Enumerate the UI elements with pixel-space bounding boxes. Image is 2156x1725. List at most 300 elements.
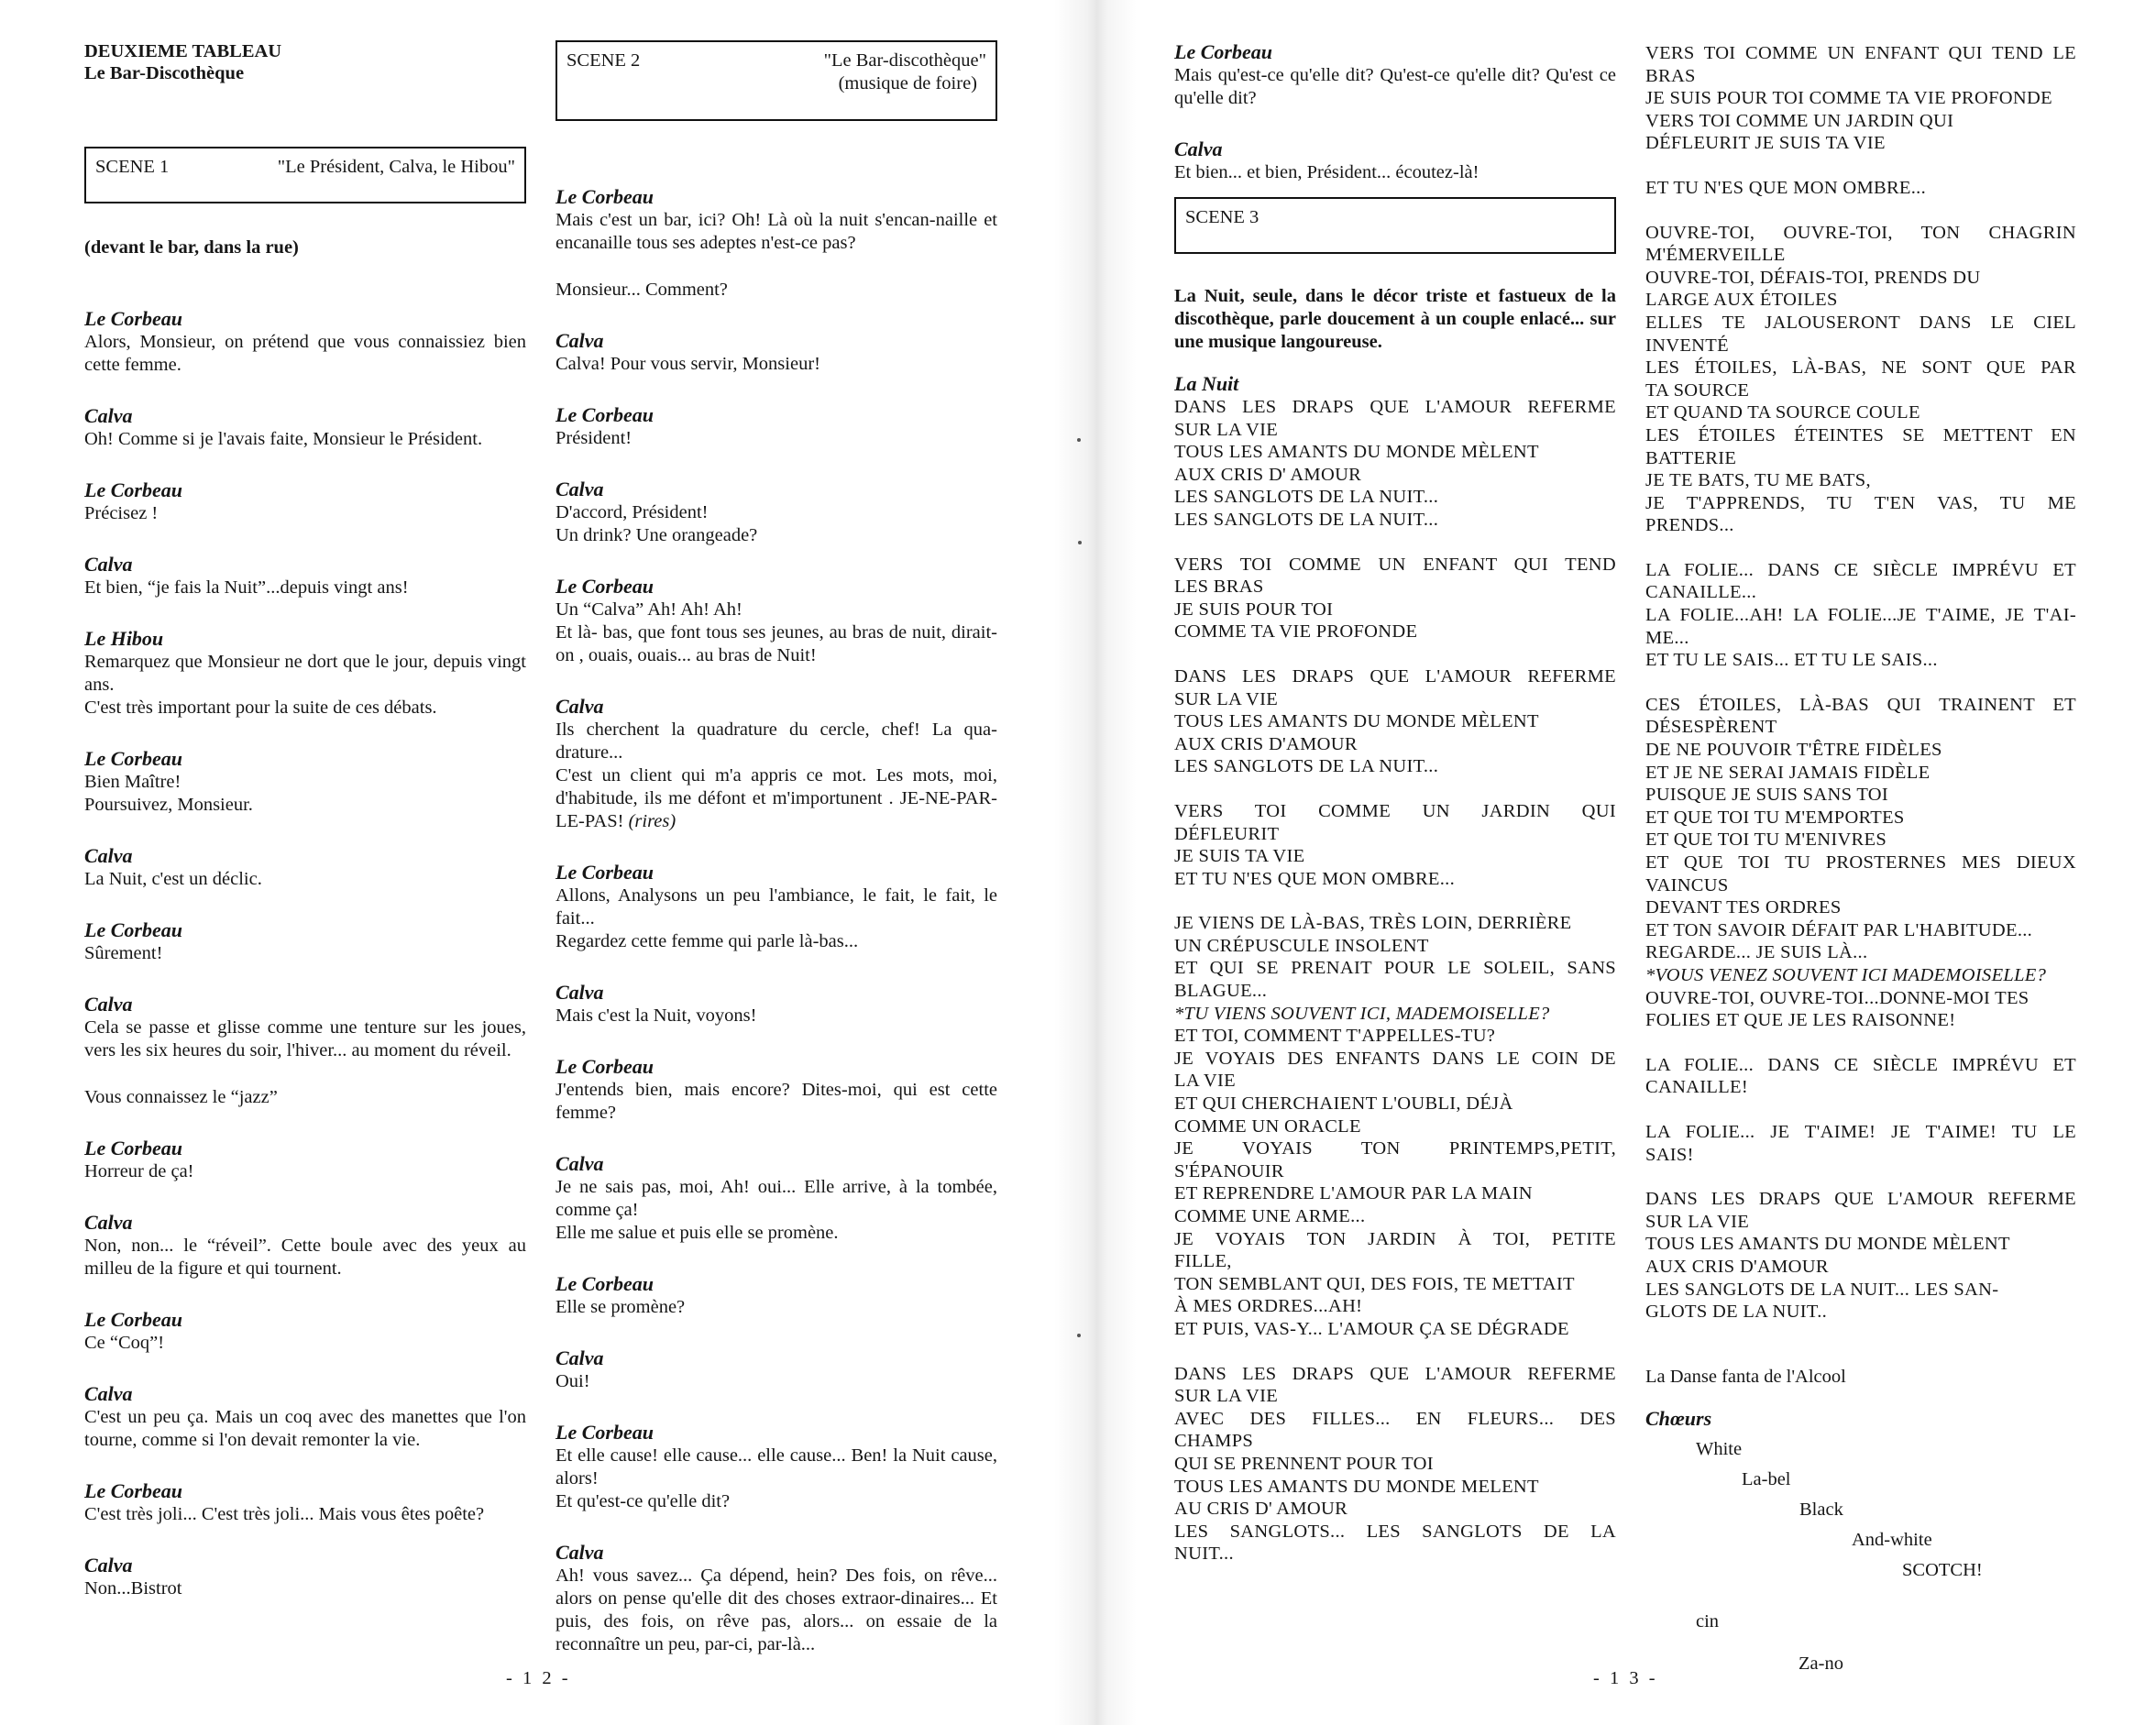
speaker-name: Le Hibou: [84, 627, 164, 650]
speaker-name: Le Corbeau: [556, 185, 654, 208]
lyric-line: [1174, 912, 1616, 935]
dialogue-line: [84, 1086, 526, 1109]
lyric-line: [1174, 486, 1616, 509]
lyric-line: [1645, 1256, 2076, 1279]
lyric-text: S'ÉPANOUIR: [1174, 1160, 1284, 1181]
lyric-line: [1174, 554, 1616, 577]
scene-2-title: "Le Bar-discothèque": [823, 50, 986, 71]
dialogue-text: Monsieur... Comment?: [556, 280, 728, 300]
dialogue-text: Mais c'est un bar, ici? Oh! Là où la nuit s'encan-naille et encanaille tous ses adeptes n'est-ce pas?: [556, 210, 997, 253]
lyric-line: [1645, 1188, 2076, 1211]
lyric-line: [1645, 964, 2076, 987]
lyric-text: JE SUIS TA VIE: [1174, 846, 1305, 867]
lyric-line: [1645, 469, 2076, 492]
dialogue-line: [84, 1016, 526, 1062]
speaker-name: Calva: [1174, 137, 1223, 160]
lyric-text: LA FOLIE... DANS CE SIÈCLE IMPRÉVU ET: [1645, 1054, 2076, 1075]
dialogue-entry: [556, 1421, 997, 1513]
lyric-text: ME...: [1645, 627, 1689, 648]
dialogue-entry: [556, 478, 997, 547]
lyric-line: [1645, 896, 2076, 919]
speaker-name: Le Corbeau: [556, 1272, 654, 1295]
lyric-line: [1645, 335, 2076, 357]
song-stanza: [1174, 912, 1616, 1340]
lyric-line: [1645, 379, 2076, 402]
lyric-line: [1174, 957, 1616, 980]
lyric-text: LES ÉTOILES ÉTEINTES SE METTENT EN: [1645, 424, 2076, 445]
lyric-line: [1645, 132, 2076, 155]
lyric-line: [1645, 65, 2076, 88]
gutter-mark: [1077, 1334, 1081, 1337]
lyric-line: [1174, 1048, 1616, 1071]
choeur-word: La-bel: [1742, 1468, 1791, 1489]
spoken-aside: *VOUS VENEZ SOUVENT ICI MADEMOISELLE?: [1645, 964, 2047, 985]
lyric-line: [1174, 1205, 1616, 1228]
lyric-text: CANAILLE!: [1645, 1077, 1749, 1098]
lyric-text: SUR LA VIE: [1174, 1386, 1279, 1407]
lyric-text: TOUS LES AMANTS DU MONDE MÈLENT: [1645, 1234, 2010, 1255]
lyric-line: [1645, 581, 2076, 604]
lyric-line: [1174, 1408, 1616, 1431]
page-13-column-2: [1645, 42, 2076, 1674]
lyric-line: [1174, 1160, 1616, 1183]
page-12-column-2: [556, 40, 997, 1656]
dialogue-line: [556, 1445, 997, 1490]
lyric-text: FOLIES ET QUE JE LES RAISONNE!: [1645, 1010, 1956, 1031]
lyric-line: [1174, 1521, 1616, 1544]
dialogue-line: [556, 501, 997, 524]
lyric-text: DÉFLEURIT: [1174, 823, 1280, 844]
lyric-text: AUX CRIS D'AMOUR: [1645, 1256, 1829, 1277]
dialogue-text: Précisez !: [84, 503, 159, 523]
dialogue-line: [556, 621, 997, 667]
lyric-text: VAINCUS: [1645, 874, 1729, 895]
lyric-text: SUR LA VIE: [1174, 688, 1279, 709]
song-stanza: [1645, 42, 2076, 155]
lyric-line: [1645, 222, 2076, 245]
lyric-line: [1645, 1279, 2076, 1302]
lyric-text: PRENDS...: [1645, 515, 1734, 536]
lyric-line: [1174, 396, 1616, 419]
speaker-name: La Nuit: [1174, 372, 1239, 395]
dialogue-line: [556, 1296, 997, 1319]
lyric-text: ET QUAND TA SOURCE COULE: [1645, 402, 1920, 423]
speaker-name: Le Corbeau: [556, 575, 654, 598]
dialogue-entry: [84, 747, 526, 817]
speaker-name: Calva: [84, 404, 133, 427]
dialogue-entry: [556, 1055, 997, 1125]
dialogue-line: [556, 524, 997, 547]
dialogue-line: [556, 764, 997, 833]
lyric-text: AVEC DES FILLES... EN FLEURS... DES: [1174, 1408, 1616, 1429]
lyric-text: ET QUE TOI TU M'EMPORTES: [1645, 807, 1905, 828]
dialogue-entry: [1174, 40, 1616, 110]
lyric-line: [1645, 627, 2076, 650]
lyric-text: JE VIENS DE LÀ-BAS, TRÈS LOIN, DERRIÈRE: [1174, 913, 1572, 934]
dialogue-list: [556, 185, 997, 1656]
lyric-text: ET TOI, COMMENT T'APPELLES-TU?: [1174, 1026, 1496, 1047]
lyric-text: TA SOURCE: [1645, 379, 1750, 401]
lyric-text: JE VOYAIS DES ENFANTS DANS LE COIN DE: [1174, 1048, 1616, 1069]
dialogue-text: Horreur de ça!: [84, 1161, 194, 1181]
dialogue-text: Cela se passe et glisse comme une tenture sur les joues, vers les six heures du soir, l'hiver... au moment du réveil.: [84, 1017, 526, 1060]
lyric-text: DANS LES DRAPS QUE L'AMOUR REFERME: [1174, 1363, 1616, 1384]
dialogue-line: [556, 719, 997, 764]
dialogue-line: [1174, 161, 1616, 184]
lyric-line: [1645, 289, 2076, 312]
lyric-line: [1174, 1137, 1616, 1160]
lyric-line: [1174, 1318, 1616, 1341]
lyric-line: [1174, 1543, 1616, 1566]
lyric-line: [1645, 401, 2076, 424]
lyric-text: LES BRAS: [1174, 577, 1264, 598]
dialogue-line: [84, 794, 526, 817]
lyric-text: NUIT...: [1174, 1544, 1234, 1565]
song-stanza: [1645, 1121, 2076, 1166]
dialogue-text: C'est un client qui m'a appris ce mot. Les mots, moi, d'habitude, ils me défont et m'importunent . JE-NE-PAR-LE-PAS!: [556, 765, 997, 831]
lyric-line: [1174, 1182, 1616, 1205]
dialogue-line: [556, 427, 997, 450]
dialogue-text: Un “Calva” Ah! Ah! Ah!: [556, 599, 742, 620]
speaker-name: Calva: [556, 1541, 604, 1564]
speaker-name: Calva: [84, 1554, 133, 1577]
dialogue-text: Poursuivez, Monsieur.: [84, 795, 253, 815]
lyric-text: VERS TOI COMME UN ENFANT QUI TEND LE: [1645, 43, 2076, 63]
lyric-line: [1174, 935, 1616, 958]
dialogue-list: [84, 307, 526, 1600]
dialogue-list: [1174, 40, 1616, 184]
lyric-line: [1174, 710, 1616, 733]
dialogue-line: [84, 1406, 526, 1452]
dialogue-line: [84, 1235, 526, 1280]
lyric-line: [1645, 694, 2076, 717]
dialogue-entry: [556, 185, 997, 302]
lyric-text: LES SANGLOTS... LES SANGLOTS DE LA: [1174, 1521, 1616, 1542]
lyric-text: OUVRE-TOI, OUVRE-TOI, TON CHAGRIN: [1645, 222, 2076, 243]
lyric-text: DANS LES DRAPS QUE L'AMOUR REFERME: [1174, 665, 1616, 687]
lyric-line: [1645, 357, 2076, 379]
lyric-line: [1645, 492, 2076, 515]
lyric-text: VERS TOI COMME UN JARDIN QUI: [1174, 800, 1616, 821]
speaker-name: Calva: [84, 844, 133, 867]
lyric-line: [1174, 868, 1616, 891]
lyric-line: [1645, 267, 2076, 290]
dialogue-line: [556, 279, 997, 302]
lyric-line: [1645, 1301, 2076, 1324]
lyric-text: DANS LES DRAPS QUE L'AMOUR REFERME: [1645, 1189, 2076, 1210]
dialogue-line: [1174, 64, 1616, 110]
dialogue-text: Elle me salue et puis elle se promène.: [556, 1223, 839, 1243]
speaker-name: Calva: [84, 993, 133, 1016]
lyric-line: [1174, 599, 1616, 621]
lyric-text: AU CRIS D' AMOUR: [1174, 1499, 1348, 1520]
dialogue-text: Calva! Pour vous servir, Monsieur!: [556, 354, 820, 374]
song-stanza: [1645, 559, 2076, 672]
scene-1-label: SCENE 1: [95, 157, 170, 177]
lyric-line: [1645, 1233, 2076, 1256]
dialogue-text: Et elle cause! elle cause... elle cause... Ben! la Nuit cause, alors!: [556, 1445, 997, 1489]
speaker-name: Calva: [84, 1211, 133, 1234]
lyric-text: LARGE AUX ÉTOILES: [1645, 290, 1838, 311]
song-stanza: [1174, 396, 1616, 532]
lyric-text: CHAMPS: [1174, 1431, 1254, 1452]
lyric-text: À MES ORDRES...AH!: [1174, 1296, 1363, 1317]
lyric-text: LA FOLIE...AH! LA FOLIE...JE T'AIME, JE T'AI-: [1645, 605, 2076, 626]
dialogue-line: [84, 331, 526, 377]
lyric-text: DEVANT TES ORDRES: [1645, 897, 1842, 918]
dialogue-text: Un drink? Une orangeade?: [556, 525, 758, 545]
scene-1-box: [84, 147, 526, 203]
lyric-text: ET PUIS, VAS-Y... L'AMOUR ÇA SE DÉGRADE: [1174, 1318, 1569, 1339]
lyric-line: [1174, 1025, 1616, 1048]
lyric-line: [1174, 1228, 1616, 1251]
lyric-line: [1174, 1385, 1616, 1408]
dialogue-text: Et bien, “je fais la Nuit”...depuis vingt ans!: [84, 577, 409, 598]
lyric-line: [1645, 447, 2076, 470]
lyric-line: [1174, 845, 1616, 868]
lyric-line: [1645, 514, 2076, 537]
lyric-line: [1174, 800, 1616, 823]
lyric-line: [1645, 784, 2076, 807]
dialogue-entry: [556, 1152, 997, 1245]
lyric-line: [1174, 1273, 1616, 1296]
scene-2-note: (musique de foire): [838, 73, 977, 93]
lyric-text: DÉFLEURIT JE SUIS TA VIE: [1645, 133, 1886, 154]
dialogue-text: C'est très important pour la suite de ces débats.: [84, 698, 437, 718]
lyric-text: COMME UN ORACLE: [1174, 1115, 1361, 1137]
speaker-name: Le Corbeau: [84, 918, 182, 941]
dialogue-line: [556, 1176, 997, 1222]
speaker-name: Calva: [556, 329, 604, 352]
lyric-line: [1645, 559, 2076, 582]
choeurs-words: [1645, 1431, 2076, 1674]
dialogue-line: [84, 771, 526, 794]
lyric-text: DANS LES DRAPS QUE L'AMOUR REFERME: [1174, 397, 1616, 417]
lyric-line: [1174, 576, 1616, 599]
dialogue-text: Mais qu'est-ce qu'elle dit? Qu'est-ce qu'elle dit? Qu'est ce qu'elle dit?: [1174, 65, 1616, 108]
lyric-text: JE VOYAIS TON PRINTEMPS,PETIT,: [1174, 1138, 1616, 1159]
lyric-line: [1174, 441, 1616, 464]
lyric-line: [1174, 1250, 1616, 1273]
dialogue-text: Ils cherchent la quadrature du cercle, chef! La qua-drature...: [556, 720, 997, 763]
dialogue-line: [556, 1222, 997, 1245]
dialogue-text: Remarquez que Monsieur ne dort que le jour, depuis vingt ans.: [84, 652, 526, 695]
dialogue-text: Sûrement!: [84, 943, 163, 963]
dialogue-entry: [84, 553, 526, 599]
book-gutter: [1054, 0, 1137, 1725]
dialogue-line: [84, 1160, 526, 1183]
page-12-column-1: [84, 40, 526, 1600]
dialogue-text: Président!: [556, 428, 632, 448]
lyric-line: [1645, 716, 2076, 739]
lyric-text: COMME UNE ARME...: [1174, 1206, 1366, 1226]
dialogue-entry: [556, 403, 997, 450]
dialogue-entry: [84, 307, 526, 377]
dialogue-entry: [556, 1541, 997, 1656]
lyric-line: [1174, 665, 1616, 688]
page-number-12: - 1 2 -: [506, 1668, 571, 1688]
lyric-text: JE VOYAIS TON JARDIN À TOI, PETITE: [1174, 1228, 1616, 1249]
dialogue-text: Elle se promène?: [556, 1297, 686, 1317]
lyric-text: SUR LA VIE: [1174, 419, 1279, 440]
dialogue-entry: [84, 844, 526, 891]
song-stanza: [1645, 1054, 2076, 1099]
dialogue-line: [556, 209, 997, 255]
lyric-line: [1645, 807, 2076, 830]
dialogue-line: [84, 502, 526, 525]
lyric-text: LES SANGLOTS DE LA NUIT... LES SAN-: [1645, 1279, 1999, 1300]
speaker-name: Le Corbeau: [84, 747, 182, 770]
dialogue-text: Ce “Coq”!: [84, 1333, 165, 1353]
lyric-line: [1174, 1363, 1616, 1386]
lyric-line: [1174, 1476, 1616, 1499]
lyric-text: CANAILLE...: [1645, 582, 1757, 603]
lyric-line: [1174, 509, 1616, 532]
lyric-text: VERS TOI COMME UN ENFANT QUI TEND: [1174, 554, 1616, 575]
song-stanza: [1645, 1188, 2076, 1324]
lyric-line: [1645, 852, 2076, 874]
lyric-line: [1645, 941, 2076, 964]
lyric-text: SAIS!: [1645, 1144, 1694, 1165]
scene-2-label: SCENE 2: [566, 50, 641, 71]
lyric-text: SUR LA VIE: [1645, 1211, 1750, 1232]
dialogue-text: Et qu'est-ce qu'elle dit?: [556, 1491, 731, 1511]
speaker-name: Le Corbeau: [84, 1308, 182, 1331]
lyric-line: [1174, 621, 1616, 643]
choeur-word: Black: [1799, 1499, 1843, 1520]
choeur-word: Za-no: [1798, 1653, 1843, 1674]
lyric-line: [1645, 424, 2076, 447]
dialogue-text: Et là- bas, que font tous ses jeunes, au bras de nuit, dirait-on , ouais, ouais... au bras de Nuit!: [556, 622, 997, 665]
dialogue-line: [556, 930, 997, 953]
lyric-line: [1645, 244, 2076, 267]
lyric-text: ET QUI SE PRENAIT POUR LE SOLEIL, SANS: [1174, 958, 1616, 979]
dialogue-line: [556, 1490, 997, 1513]
lyric-text: ET TU LE SAIS... ET TU LE SAIS...: [1645, 650, 1938, 671]
lyric-line: [1645, 987, 2076, 1010]
dialogue-text: J'entends bien, mais encore? Dites-moi, qui est cette femme?: [556, 1080, 997, 1123]
gutter-mark: [1077, 438, 1081, 442]
speaker-name: Le Corbeau: [84, 478, 182, 501]
lyric-text: ET QUE TOI TU M'ENIVRES: [1645, 830, 1887, 851]
lyric-line: [1174, 1070, 1616, 1093]
lyric-text: QUI SE PRENNENT POUR TOI: [1174, 1453, 1434, 1474]
speaker-name: Le Corbeau: [1174, 40, 1272, 63]
lyric-line: [1645, 829, 2076, 852]
song-stanza: [1174, 665, 1616, 778]
speaker-name: Le Corbeau: [556, 861, 654, 884]
lyric-text: AUX CRIS D'AMOUR: [1174, 733, 1358, 754]
lyric-line: [1174, 688, 1616, 711]
dialogue-entry: [84, 1137, 526, 1183]
lyric-text: DÉSESPÈRENT: [1645, 717, 1777, 738]
lyric-text: LA FOLIE... JE T'AIME! JE T'AIME! TU LE: [1645, 1121, 2076, 1142]
lyric-text: FILLE,: [1174, 1251, 1232, 1272]
dialogue-entry: [84, 627, 526, 720]
speaker-name: Le Corbeau: [556, 1055, 654, 1078]
lyric-line: [1174, 1295, 1616, 1318]
dialogue-entry: [84, 404, 526, 451]
dialogue-text: Vous connaissez le “jazz”: [84, 1087, 278, 1107]
dialogue-text: Ah! vous savez... Ça dépend, hein? Des fois, on rêve... alors on pense qu'elle dit des choses extraor-dinaires... Et puis, des fois, on rêve pas, alors... on essaie de la reconnaître un peu, par-ci, par-là...: [556, 1566, 997, 1654]
lyric-line: [1645, 739, 2076, 762]
dialogue-line: [84, 577, 526, 599]
lyric-text: LES SANGLOTS DE LA NUIT...: [1174, 487, 1439, 508]
dialogue-text: Allons, Analysons un peu l'ambiance, le fait, le fait, le fait...: [556, 885, 997, 928]
lyric-line: [1174, 823, 1616, 846]
lyric-text: JE SUIS POUR TOI COMME TA VIE PROFONDE: [1645, 88, 2052, 109]
dialogue-line: [84, 697, 526, 720]
dialogue-text: D'accord, Président!: [556, 502, 709, 522]
speaker-name: Le Corbeau: [84, 1137, 182, 1159]
lyric-line: [1645, 1076, 2076, 1099]
dialogue-text: Regardez cette femme qui parle là-bas...: [556, 931, 859, 951]
dialogue-line: [84, 651, 526, 697]
speaker-name: Le Corbeau: [84, 1479, 182, 1502]
lyric-text: CES ÉTOILES, LÀ-BAS QUI TRAINENT ET: [1645, 694, 2076, 715]
lyric-text: PUISQUE JE SUIS SANS TOI: [1645, 785, 1889, 806]
dialogue-entry: [556, 329, 997, 376]
lyric-text: ET QUE TOI TU PROSTERNES MES DIEUX: [1645, 852, 2076, 873]
dialogue-text: Et bien... et bien, Président... écoutez-là!: [1174, 162, 1480, 182]
dialogue-entry: [556, 695, 997, 833]
lyric-text: TOUS LES AMANTS DU MONDE MELENT: [1174, 1476, 1539, 1497]
lyric-line: [1174, 755, 1616, 778]
speaker-name: Le Corbeau: [556, 1421, 654, 1444]
tableau-title: DEUXIEME TABLEAU: [84, 41, 282, 61]
lyric-text: ET TON SAVOIR DÉFAIT PAR L'HABITUDE...: [1645, 919, 2033, 940]
song-stanza: [1645, 694, 2076, 1032]
dialogue-entry: [84, 1382, 526, 1452]
dialogue-text: Non...Bistrot: [84, 1578, 182, 1599]
lyric-text: JE TE BATS, TU ME BATS,: [1645, 470, 1871, 491]
dialogue-entry: [556, 575, 997, 667]
lyric-line: [1645, 1211, 2076, 1234]
speaker-name: Calva: [556, 1346, 604, 1369]
dialogue-text: Oui!: [556, 1371, 590, 1391]
lyric-text: LES ÉTOILES, LÀ-BAS, NE SONT QUE PAR: [1645, 357, 2076, 379]
speaker-name: Le Corbeau: [556, 403, 654, 426]
lyric-text: ET REPRENDRE L'AMOUR PAR LA MAIN: [1174, 1183, 1533, 1204]
song-stanza: [1645, 177, 2076, 200]
speaker-name: Calva: [556, 1152, 604, 1175]
scene-3-label: SCENE 3: [1185, 207, 1260, 227]
lyric-text: BRAS: [1645, 65, 1696, 86]
scene-2-box: [556, 40, 997, 121]
stage-aside: (rires): [628, 811, 676, 831]
lyric-text: TON SEMBLANT QUI, DES FOIS, TE METTAIT: [1174, 1273, 1575, 1294]
lyric-line: [1174, 1453, 1616, 1476]
dialogue-text: C'est un peu ça. Mais un coq avec des manettes que l'on tourne, comme si l'on devait remonter la vie.: [84, 1407, 526, 1450]
lyric-text: COMME TA VIE PROFONDE: [1174, 621, 1418, 643]
scene-1-title: "Le Président, Calva, le Hibou": [277, 157, 515, 177]
lyric-text: BATTERIE: [1645, 447, 1737, 468]
speaker-name: Calva: [84, 1382, 133, 1405]
lyric-text: INVENTÉ: [1645, 335, 1729, 356]
lyric-text: LES SANGLOTS DE LA NUIT...: [1174, 509, 1439, 530]
dialogue-line: [556, 884, 997, 930]
choeur-word: SCOTCH!: [1902, 1559, 1983, 1580]
lyric-line: [1645, 762, 2076, 785]
lyric-text: GLOTS DE LA NUIT..: [1645, 1302, 1828, 1323]
stage-direction: La Nuit, seule, dans le décor triste et fastueux de la discothèque, parle doucement à un couple enlacé... sur une musique langoureuse.: [1174, 286, 1616, 352]
spoken-aside: *TU VIENS SOUVENT ICI, MADEMOISELLE?: [1174, 1003, 1550, 1024]
dialogue-entry: [556, 861, 997, 953]
lyric-text: REGARDE... JE SUIS LÀ...: [1645, 942, 1868, 963]
lyric-line: [1174, 1430, 1616, 1453]
dialogue-entry: [556, 1346, 997, 1393]
dialogue-entry: [84, 1211, 526, 1280]
